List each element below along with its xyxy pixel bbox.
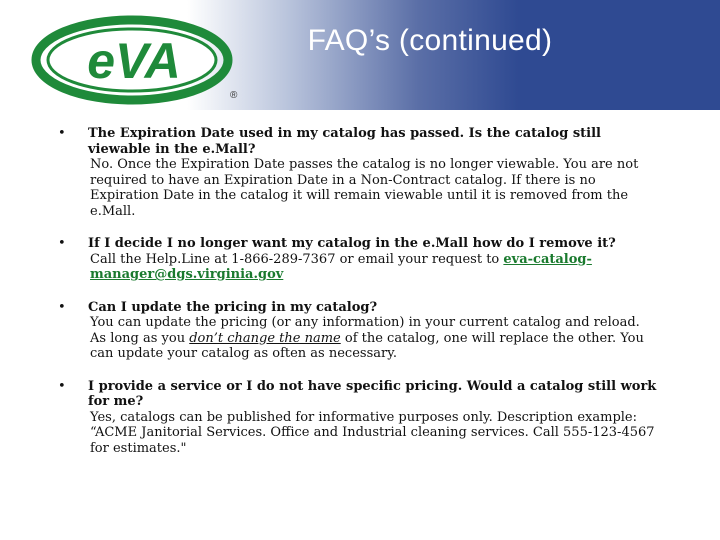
page-title: FAQ’s (continued) bbox=[307, 24, 553, 57]
bullet: • bbox=[58, 378, 66, 394]
faq-item-expiration bbox=[58, 126, 658, 219]
eva-logo bbox=[30, 10, 260, 120]
faq-question: Can I update the pricing in my catalog? bbox=[88, 299, 378, 315]
svg-text:eVA: eVA bbox=[87, 33, 181, 89]
faq-answer bbox=[88, 410, 658, 457]
faq-answer-text: of the catalog, one will replace the other. You can update your catalog as often as necessary. bbox=[90, 330, 644, 361]
faq-item-remove-catalog bbox=[58, 236, 658, 283]
faq-list bbox=[58, 126, 658, 473]
faq-answer-emphasis: don’t change the name bbox=[189, 330, 341, 346]
faq-answer-text: You can update the pricing (or any information) in your current catalog and reload. As long as you bbox=[90, 315, 640, 346]
faq-answer bbox=[88, 252, 658, 283]
email-link[interactable]: eva-catalog-manager@dgs.virginia.gov bbox=[90, 251, 592, 282]
svg-text:®: ® bbox=[230, 90, 238, 101]
faq-question: The Expiration Date used in my catalog has passed. Is the catalog still viewable in the e.Mall? bbox=[88, 126, 601, 157]
bullet: • bbox=[58, 236, 66, 251]
bullet: • bbox=[58, 299, 66, 315]
faq-question: I provide a service or I do not have specific pricing. Would a catalog still work for me? bbox=[88, 378, 657, 409]
faq-item-update-pricing bbox=[58, 300, 658, 362]
faq-answer bbox=[88, 315, 658, 362]
faq-answer-text: Call the Help.Line at 1-866-289-7367 or email your request to bbox=[90, 251, 504, 267]
bullet: • bbox=[58, 126, 66, 141]
faq-item-service-pricing bbox=[58, 379, 658, 457]
faq-answer: No. Once the Expiration Date passes the catalog is no longer viewable. You are not required to have an Expiration Date in a Non-Contract catalog. If there is no Expiration Date in the catalog it will remain viewable until it is removed from the e.Mall. bbox=[90, 157, 639, 219]
faq-answer-example: “ACME Janitorial Services. Office and Industrial cleaning services. Call 555-123-4567 for estimates." bbox=[90, 425, 655, 456]
faq-question: If I decide I no longer want my catalog in the e.Mall how do I remove it? bbox=[88, 236, 616, 251]
faq-answer-text: Yes, catalogs can be published for informative purposes only. Description example: bbox=[90, 409, 637, 425]
